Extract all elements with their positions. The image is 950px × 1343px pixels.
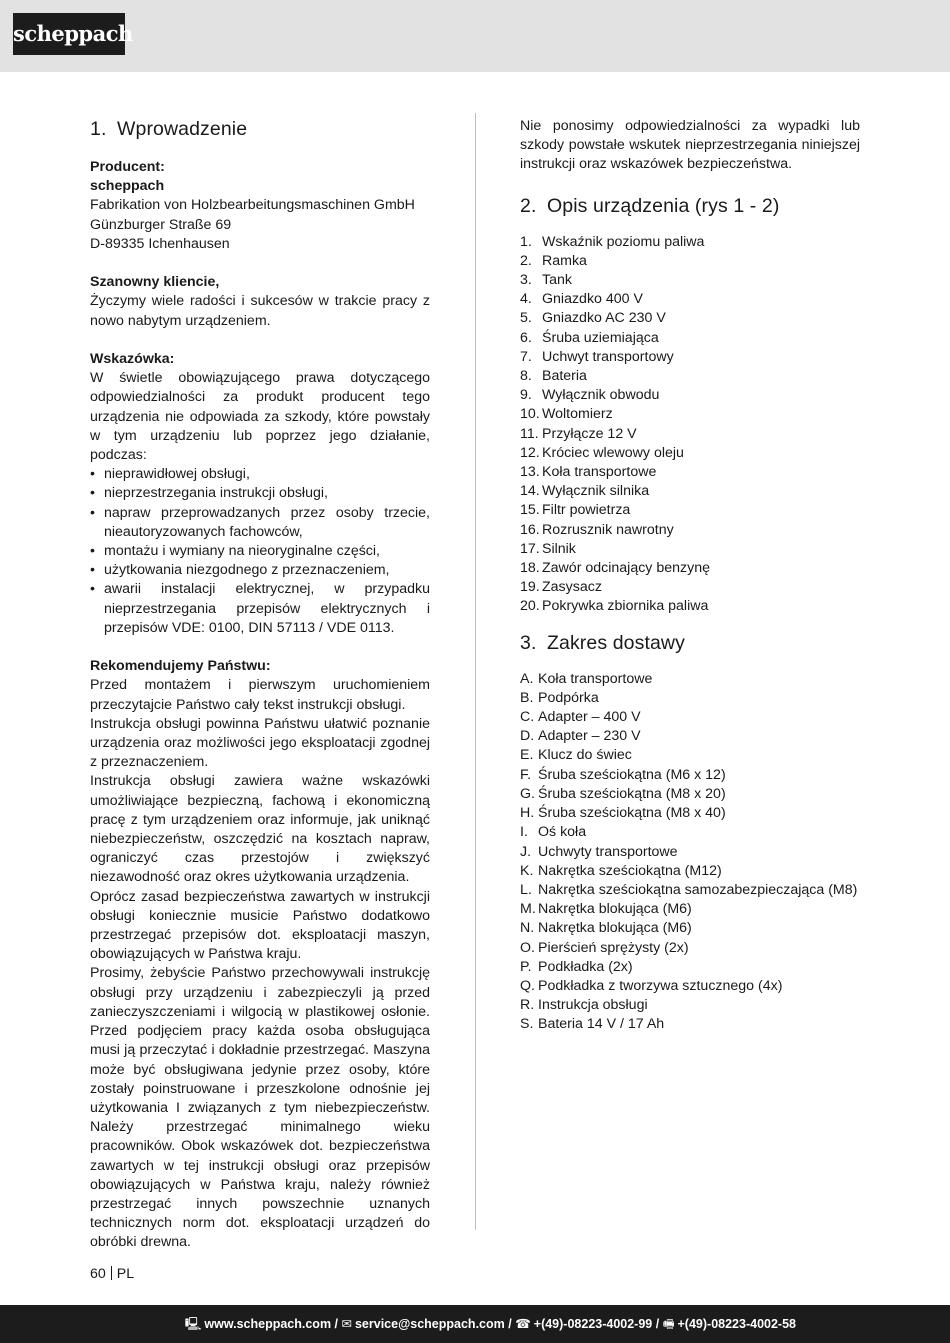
list-item xyxy=(520,578,860,597)
list-item-key: G. xyxy=(520,785,535,802)
list-item xyxy=(520,785,860,804)
list-item-value: Tank xyxy=(542,272,572,289)
list-item-key: E. xyxy=(520,747,534,764)
list-item-key: M. xyxy=(520,901,536,918)
section-3-title: Zakres dostawy xyxy=(547,631,685,654)
recommend-paragraph: Instrukcja obsługi zawiera ważne wskazówki umożliwiające bezpieczną, fachową i ekonomiczną pracę z tym urządzeniem oraz informuje, jak uniknąć niebezpieczeństw, oszczędzić na kosztach napraw, ograniczyć czas przestojów i zwiększyć niezawodność oraz okres użytkowania urządzenia. xyxy=(90,773,430,886)
list-item xyxy=(520,939,860,958)
list-item xyxy=(520,463,860,482)
section-1-number: 1. xyxy=(90,118,107,140)
note-label: Wskazówka: xyxy=(90,351,175,367)
list-item xyxy=(520,597,860,616)
list-item: • użytkowania niezgodnego z przeznaczeniem, xyxy=(90,561,430,580)
list-item-key: O. xyxy=(520,939,535,956)
list-item-value: Ramka xyxy=(542,252,587,269)
producer-line: Fabrikation von Holzbearbeitungsmaschinen GmbH xyxy=(90,197,415,214)
section-2-title: Opis urządzenia (rys 1 - 2) xyxy=(547,194,780,217)
list-item-key: 18. xyxy=(520,560,540,577)
column-divider xyxy=(475,113,476,1230)
list-item-value: Zasysacz xyxy=(542,579,602,596)
list-item-value: Przyłącze 12 V xyxy=(542,425,637,442)
list-item xyxy=(520,919,860,938)
mail-icon: ✉ xyxy=(341,1317,352,1331)
list-item-key: 11. xyxy=(520,425,539,442)
list-item xyxy=(520,727,860,746)
list-item-value: Filtr powietrza xyxy=(542,502,631,519)
list-item xyxy=(520,843,860,862)
list-item xyxy=(520,405,860,424)
list-item xyxy=(520,823,860,842)
list-item xyxy=(520,252,860,271)
list-item xyxy=(520,689,860,708)
list-item xyxy=(520,444,860,463)
list-item-value: Podkładka (2x) xyxy=(538,958,633,975)
footer-web-link[interactable]: www.scheppach.com / xyxy=(204,1317,339,1331)
list-item-value: Wyłącznik silnika xyxy=(542,483,650,500)
page-header xyxy=(0,0,950,72)
page-language: PL xyxy=(116,1266,135,1282)
list-item-value: Podpórka xyxy=(538,689,599,706)
list-item-key: K. xyxy=(520,862,534,879)
list-item-key: H. xyxy=(520,805,535,822)
footer-contact xyxy=(185,1305,796,1343)
list-item-value: Nakrętka sześciokątna samozabezpieczająca (M8) xyxy=(538,881,858,898)
list-item-key: Q. xyxy=(520,977,535,994)
list-item xyxy=(520,425,860,444)
list-item-value: Śruba sześciokątna (M6 x 12) xyxy=(538,766,726,783)
list-item: • awarii instalacji elektrycznej, w przypadku nieprzestrzegania przepisów elektrycznych i przepisów VDE: 0100, DIN 57113 / VDE 0113. xyxy=(90,580,430,638)
producer-line: Günzburger Straße 69 xyxy=(90,216,232,233)
left-column xyxy=(90,117,430,1253)
producer-label: Producent: xyxy=(90,159,165,175)
list-item-key: 4. xyxy=(520,291,532,308)
list-item xyxy=(520,996,860,1015)
list-item xyxy=(520,271,860,290)
list-item-key: R. xyxy=(520,997,535,1014)
list-item-key: 15. xyxy=(520,502,540,519)
list-item-value: Podkładka z tworzywa sztucznego (4x) xyxy=(538,977,783,994)
list-item xyxy=(520,309,860,328)
dear-label: Szanowny kliencie, xyxy=(90,274,220,291)
computer-icon: 🖳 xyxy=(184,1317,202,1331)
list-item-value: Instrukcja obsługi xyxy=(538,997,648,1014)
liability-text: Nie ponosimy odpowiedzialności za wypadki lub szkody powstałe wskutek nieprzestrzegania niniejszej instrukcji oraz wskazówek bezpieczeństwa. xyxy=(520,118,860,173)
producer-name: scheppach xyxy=(90,178,165,195)
list-item-key: 3. xyxy=(520,272,532,289)
list-item-value: Śruba uziemiająca xyxy=(542,329,659,346)
list-item-key: J. xyxy=(520,843,532,860)
list-item-value: Woltomierz xyxy=(542,406,613,423)
dear-text: Życzymy wiele radości i sukcesów w trakcie pracy z nowo nabytym urządzeniem. xyxy=(90,293,430,329)
section-1-title: Wprowadzenie xyxy=(117,118,248,140)
list-item xyxy=(520,559,860,578)
scheppach-logo: scheppach xyxy=(13,13,125,55)
list-item-value: Adapter – 400 V xyxy=(538,709,641,726)
list-item-key: I. xyxy=(520,824,528,841)
list-item-value: Króciec wlewowy oleju xyxy=(542,444,684,461)
section-1-heading xyxy=(90,117,430,141)
producer-line: D-89335 Ichenhausen xyxy=(90,235,230,252)
list-item: • napraw przeprowadzanych przez osoby trzecie, nieautoryzowanych fachowców, xyxy=(90,504,430,542)
section-3-number: 3. xyxy=(520,631,537,654)
list-item: • nieprzestrzegania instrukcji obsługi, xyxy=(90,484,430,503)
list-item-value: Oś koła xyxy=(538,824,587,841)
list-item-key: B. xyxy=(520,689,534,706)
list-item-value: Rozrusznik nawrotny xyxy=(542,521,674,538)
right-column xyxy=(520,117,860,1035)
list-item-key: 2. xyxy=(520,252,532,269)
list-item-key: 17. xyxy=(520,540,540,557)
list-item-value: Klucz do świec xyxy=(538,747,632,764)
list-item-key: F. xyxy=(520,766,532,783)
list-item-key: L. xyxy=(520,881,532,898)
section-2-number: 2. xyxy=(520,194,537,217)
list-item-key: 20. xyxy=(520,598,540,615)
list-item: • nieprawidłowej obsługi, xyxy=(90,465,430,484)
note-text: W świetle obowiązującego prawa dotyczącego odpowiedzialności za produkt producent tego urządzenia nie odpowiada za szkody, które powstały w tym urządzeniu lub poprzez jego działanie, podczas: xyxy=(90,370,430,464)
list-item-key: 7. xyxy=(520,348,532,365)
list-item xyxy=(520,977,860,996)
list-item-value: Koła transportowe xyxy=(542,464,657,481)
list-item-key: 13. xyxy=(520,464,540,481)
separator xyxy=(111,1266,112,1280)
recommend-paragraph: Przed montażem i pierwszym uruchomieniem przeczytajcie Państwo cały tekst instrukcji obsługi. xyxy=(90,677,430,713)
list-item-key: 10. xyxy=(520,406,540,423)
list-item-key: 19. xyxy=(520,579,540,596)
note-bullet-list xyxy=(90,465,430,638)
list-item-value: Nakrętka blokująca (M6) xyxy=(538,901,692,918)
list-item xyxy=(520,348,860,367)
recommend-paragraph: Instrukcja obsługi powinna Państwu ułatwić poznanie urządzenia oraz możliwości jego eksploatacji zgodnej z przeznaczeniem. xyxy=(90,715,430,771)
page-number xyxy=(90,1265,134,1284)
phone-icon: ☎ xyxy=(515,1317,531,1331)
footer-fax: +(49)-08223-4002-58 xyxy=(677,1317,796,1331)
list-item-key: 5. xyxy=(520,310,532,327)
list-item-key: C. xyxy=(520,709,535,726)
list-item xyxy=(520,804,860,823)
list-item xyxy=(520,521,860,540)
list-item-key: S. xyxy=(520,1016,534,1033)
list-item xyxy=(520,540,860,559)
section-2-heading xyxy=(520,194,860,218)
list-item-key: A. xyxy=(520,670,534,687)
list-item-key: D. xyxy=(520,728,535,745)
list-item-key: 8. xyxy=(520,368,532,385)
recommend-paragraph: Prosimy, żebyście Państwo przechowywali instrukcję obsługi przy urządzeniu i zabezpieczyli ją przed zanieczyszczeniami i wilgocią w plastikowej osłonie. Przed podjęciem pracy każda osoba obsługująca musi ją przeczytać i dokładnie przestrzegać. Maszyna może być obsługiwana jedynie przez osoby, które zostały poinstruowane i przeszkolone odnośnie jej użytkowania I związanych z tym niebezpieczeństw. Należy przestrzegać minimalnego wieku pracowników. Obok wskazówek dot. bezpieczeństwa zawartych w tej instrukcji obsługi oraz przepisów obowiązujących w Państwa kraju, należy również przestrzegać innych powszechnie uznanych technicznych norm dot. eksploatacji urządzeń do obróbki drewna. xyxy=(90,965,430,1251)
list-item xyxy=(520,367,860,386)
list-item-value: Pokrywka zbiornika paliwa xyxy=(542,598,709,615)
list-item-value: Nakrętka blokująca (M6) xyxy=(538,920,692,937)
list-item-value: Śruba sześciokątna (M8 x 40) xyxy=(538,805,726,822)
list-item-value: Wyłącznik obwodu xyxy=(542,387,660,404)
list-item xyxy=(520,670,860,689)
list-item-value: Adapter – 230 V xyxy=(538,728,641,745)
list-item xyxy=(520,900,860,919)
footer-phone: +(49)-08223-4002-99 / xyxy=(533,1317,660,1331)
page-footer xyxy=(0,1305,950,1343)
fax-icon: 🖷 xyxy=(662,1317,675,1331)
list-item-key: 12. xyxy=(520,444,540,461)
list-item-key: 6. xyxy=(520,329,532,346)
list-item xyxy=(520,329,860,348)
list-item-key: N. xyxy=(520,920,535,937)
list-item-value: Gniazdko 400 V xyxy=(542,291,643,308)
list-item xyxy=(520,233,860,252)
list-item xyxy=(520,881,860,900)
list-item xyxy=(520,766,860,785)
list-item-value: Uchwyt transportowy xyxy=(542,348,674,365)
list-item-value: Silnik xyxy=(542,540,576,557)
list-item-value: Śruba sześciokątna (M8 x 20) xyxy=(538,785,726,802)
list-item xyxy=(520,482,860,501)
list-item xyxy=(520,862,860,881)
list-item-value: Koła transportowe xyxy=(538,670,653,687)
list-item xyxy=(520,1015,860,1034)
list-item-value: Pierścień sprężysty (2x) xyxy=(538,939,689,956)
delivery-list xyxy=(520,670,860,1035)
recommend-label: Rekomendujemy Państwu: xyxy=(90,658,271,675)
list-item-value: Bateria xyxy=(542,368,587,385)
list-item-value: Wskaźnik poziomu paliwa xyxy=(542,233,705,250)
list-item-value: Nakrętka sześciokątna (M12) xyxy=(538,862,722,879)
list-item-key: P. xyxy=(520,958,532,975)
list-item: • montażu i wymiany na nieoryginalne części, xyxy=(90,542,430,561)
list-item xyxy=(520,958,860,977)
list-item-key: 14. xyxy=(520,483,540,500)
footer-email-link[interactable]: service@scheppach.com / xyxy=(354,1317,512,1331)
list-item-value: Uchwyty transportowe xyxy=(538,843,678,860)
list-item xyxy=(520,386,860,405)
section-3-heading xyxy=(520,631,860,655)
list-item-key: 1. xyxy=(520,233,532,250)
page-number-value: 60 xyxy=(90,1266,106,1282)
list-item xyxy=(520,746,860,765)
list-item xyxy=(520,290,860,309)
list-item xyxy=(520,708,860,727)
list-item-key: 9. xyxy=(520,387,532,404)
list-item-value: Gniazdko AC 230 V xyxy=(542,310,666,327)
list-item-value: Bateria 14 V / 17 Ah xyxy=(538,1016,665,1033)
recommend-paragraph: Oprócz zasad bezpieczeństwa zawartych w instrukcji obsługi koniecznie musicie Państwo dodatkowo przestrzegać przepisów dot. eksploatacji maszyn, obowiązujących w Państwa kraju. xyxy=(90,888,430,963)
list-item-value: Zawór odcinający benzynę xyxy=(542,560,710,577)
list-item-key: 16. xyxy=(520,521,540,538)
list-item xyxy=(520,501,860,520)
parts-list xyxy=(520,233,860,617)
